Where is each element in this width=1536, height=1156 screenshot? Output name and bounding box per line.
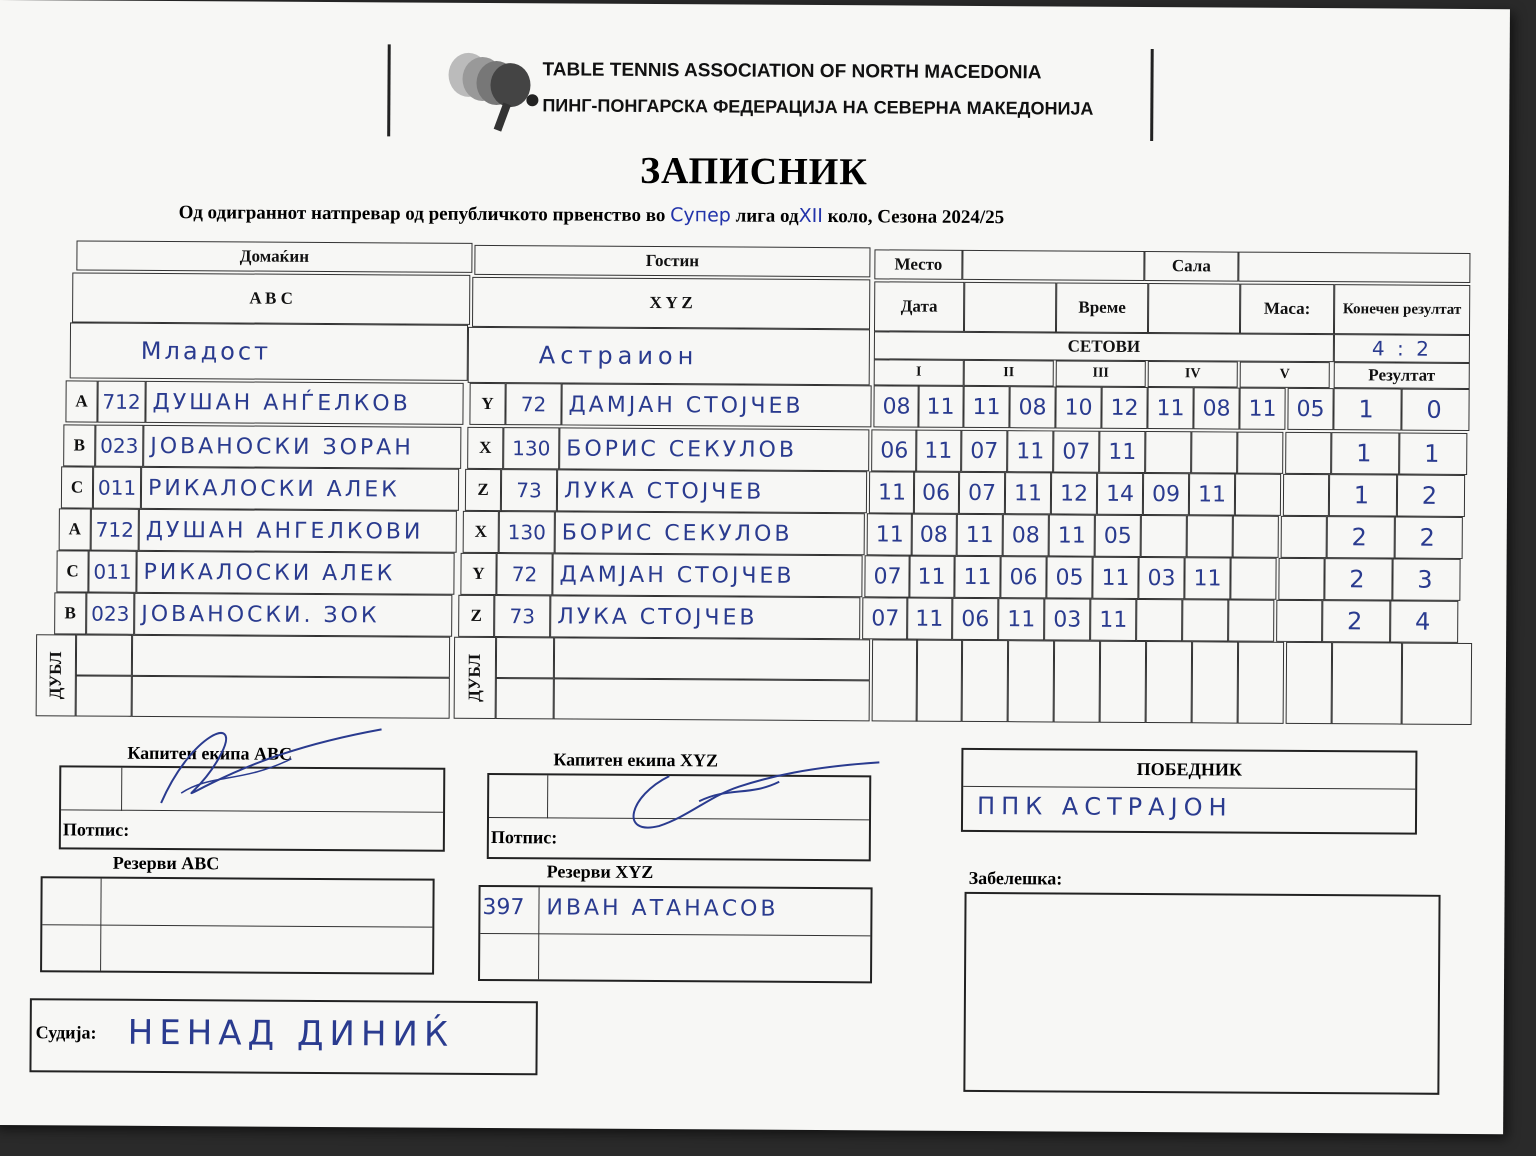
set-score-cell: 06: [1000, 556, 1046, 598]
note-box: [963, 892, 1440, 1095]
set-score-cell: 11: [1099, 431, 1145, 473]
doubles-home-num-2: [76, 675, 132, 716]
set-number-5: V: [1240, 362, 1330, 389]
winner-value: ППК АСТРАЈОН: [977, 791, 1233, 822]
doubles-home-label: [36, 634, 77, 716]
set-score-cell: 07: [961, 430, 1007, 472]
set-score-cell: [1285, 432, 1331, 474]
home-label: Домаќин: [76, 240, 472, 272]
table-label: Маса:: [1240, 284, 1334, 335]
guest-player-name: ДАМЈАН СТОЈЧЕВ: [561, 383, 871, 427]
guest-player-number: 130: [503, 427, 559, 469]
reserves-home-label: Резерви ABC: [112, 852, 220, 874]
doubles-guest-name-2: [554, 678, 870, 721]
doubles-set-cell: [1008, 640, 1055, 722]
competition-text-c: коло, Сезона 2024/25: [827, 206, 1005, 229]
hall-value: [1238, 252, 1470, 283]
guest-slot-letter: X: [467, 427, 503, 469]
set-score-cell: 11: [1184, 557, 1230, 599]
set-score-cell: 05: [1095, 515, 1141, 557]
time-value: [1148, 283, 1240, 334]
doubles-home-num-1: [76, 634, 132, 675]
guest-slot-letter: Y: [469, 383, 505, 425]
result-home: 2: [1322, 600, 1390, 642]
result-guest: 4: [1390, 601, 1458, 643]
guest-player-number: 73: [501, 469, 557, 511]
set-score-cell: 11: [1090, 599, 1136, 641]
home-player-number: 011: [88, 551, 136, 593]
set-score-cell: 08: [873, 385, 919, 427]
org-name-en: TABLE TENNIS ASSOCIATION OF NORTH MACEDONIA: [542, 59, 1042, 84]
home-slot-letter: C: [56, 550, 88, 592]
result-guest: 0: [1401, 389, 1469, 431]
guest-player-name: ЛУКА СТОЈЧЕВ: [557, 469, 867, 513]
captain-home-sign-label: Потпис:: [62, 819, 130, 840]
place-value: [962, 250, 1144, 281]
captain-guest-label: Капитен екипа XYZ: [553, 749, 719, 771]
competition-text-b: лига од: [735, 205, 799, 227]
association-header: [387, 44, 1154, 141]
home-player-name: РИКАЛОСКИ АЛЕК: [141, 467, 459, 511]
captain-home-number-cell: [61, 767, 122, 810]
result-label: Резултат: [1334, 362, 1470, 389]
set-score-cell: 11: [1005, 472, 1051, 514]
result-home: 1: [1333, 388, 1401, 430]
note-label: Забелешка:: [968, 867, 1063, 889]
home-team-name: Младост: [70, 322, 468, 380]
place-label: Место: [874, 249, 962, 280]
home-player-number: 011: [93, 467, 141, 509]
winner-label: ПОБЕДНИК: [963, 750, 1415, 790]
doubles-guest-name-1: [554, 637, 870, 680]
guest-player-number: 130: [499, 511, 555, 553]
captain-home-box: [59, 765, 446, 851]
competition-text-a: Од одиграннот натпревар од републичкото првенство во: [178, 202, 666, 227]
reserves-home-box: [40, 876, 435, 974]
set-score-cell: 06: [871, 429, 917, 471]
set-score-cell: 08: [911, 514, 957, 556]
time-label: Време: [1056, 282, 1148, 333]
date-label: Дата: [874, 281, 964, 332]
doubles-set-cell: [1100, 641, 1147, 723]
set-number-4: IV: [1148, 361, 1238, 388]
set-score-cell: 07: [959, 472, 1005, 514]
set-score-cell: 11: [917, 386, 963, 428]
result-guest: 3: [1392, 559, 1460, 601]
set-score-cell: 11: [1147, 387, 1193, 429]
home-player-number: 023: [86, 593, 134, 635]
reserves-guest-label: Резерви XYZ: [546, 861, 654, 883]
set-number-1: I: [874, 359, 964, 386]
captain-guest-number-cell: [489, 775, 548, 818]
guest-player-name: БОРИС СЕКУЛОВ: [555, 511, 865, 555]
hall-label: Сала: [1144, 251, 1238, 282]
set-score-cell: 14: [1097, 473, 1143, 515]
set-score-cell: [1235, 474, 1281, 516]
guest-slot-letter: Z: [465, 469, 501, 511]
sets-label: СЕТОВИ: [874, 331, 1334, 362]
set-score-cell: 08: [1003, 514, 1049, 556]
doubles-home-text: ДУБЛ: [45, 651, 66, 700]
set-score-cell: 07: [1053, 430, 1099, 472]
set-score-cell: [1237, 432, 1283, 474]
set-score-cell: 08: [1009, 386, 1055, 428]
set-score-cell: 03: [1044, 598, 1090, 640]
set-score-cell: 07: [864, 555, 910, 597]
guest-slot-letter: Z: [458, 595, 494, 637]
home-slot-letter: B: [63, 424, 95, 466]
set-score-cell: 05: [1046, 556, 1092, 598]
set-score-cell: [1182, 599, 1228, 641]
guest-team-name: Астраион: [468, 327, 870, 385]
guest-slot-letter: Y: [460, 553, 496, 595]
set-score-cell: 05: [1287, 388, 1333, 430]
home-code: A B C: [72, 272, 470, 324]
set-score-cell: 11: [1007, 430, 1053, 472]
home-slot-letter: B: [54, 592, 86, 634]
doubles-set-cell: [872, 639, 919, 721]
doubles-set-cell: [1146, 641, 1193, 723]
guest-player-name: ЛУКА СТОЈЧЕВ: [550, 595, 860, 639]
doubles-result-home: [1332, 642, 1402, 724]
guest-player-name: ДАМЈАН СТОЈЧЕВ: [552, 553, 862, 597]
referee-box: [29, 998, 537, 1075]
doubles-set-cell: [1054, 640, 1101, 722]
home-player-name: ДУШАН АНГЕЛКОВИ: [139, 509, 457, 553]
set-score-cell: 03: [1138, 557, 1184, 599]
set-score-cell: 11: [998, 598, 1044, 640]
set-score-cell: 11: [867, 513, 913, 555]
result-home: 1: [1329, 474, 1397, 516]
set-score-cell: 11: [906, 598, 952, 640]
guest-label: Гостин: [474, 245, 870, 277]
home-player-number: 712: [97, 381, 145, 423]
referee-label: Судија:: [35, 1022, 97, 1043]
guest-code: X Y Z: [472, 277, 870, 329]
set-score-cell: 11: [963, 386, 1009, 428]
doubles-set-cell: [1238, 642, 1285, 724]
set-score-cell: 11: [915, 430, 961, 472]
round-number: XII: [798, 204, 823, 228]
set-score-cell: [1136, 599, 1182, 641]
set-score-cell: [1187, 515, 1233, 557]
set-score-cell: [1230, 558, 1276, 600]
captain-guest-box: [487, 773, 872, 861]
set-score-cell: [1278, 558, 1324, 600]
guest-player-number: 72: [496, 553, 552, 595]
home-player-name: РИКАЛОСКИ АЛЕК: [136, 551, 454, 595]
guest-player-number: 73: [494, 595, 550, 637]
set-score-cell: 06: [952, 598, 998, 640]
set-score-cell: [1283, 474, 1329, 516]
captain-guest-signature: [609, 756, 890, 848]
result-home: 2: [1324, 558, 1392, 600]
guest-player-name: БОРИС СЕКУЛОВ: [559, 427, 869, 471]
captain-guest-sign-label: Потпис:: [490, 827, 558, 848]
captain-home-signature: [151, 713, 412, 825]
set-score-cell: [1145, 431, 1191, 473]
captain-home-label: Капитен екипа ABC: [127, 742, 293, 764]
set-score-cell: [1228, 600, 1274, 642]
doubles-guest-num-1: [496, 637, 554, 678]
final-result-label: Конечен резултат: [1334, 284, 1470, 335]
set-score-cell: 12: [1051, 472, 1097, 514]
reserves-guest-box: [478, 885, 873, 983]
page-title: ЗАПИСНИК: [639, 149, 868, 194]
guest-slot-letter: X: [463, 511, 499, 553]
set-score-cell: 11: [1239, 388, 1285, 430]
doubles-home-name-1: [132, 635, 450, 678]
result-guest: 1: [1399, 433, 1467, 475]
league-name: Супер: [670, 204, 731, 227]
doubles-guest-label: [454, 637, 497, 719]
home-slot-letter: A: [65, 380, 97, 422]
set-score-cell: 11: [869, 471, 915, 513]
set-score-cell: [1191, 431, 1237, 473]
referee-value: НЕНАД ДИНИЌ: [127, 1012, 455, 1055]
set-score-cell: 11: [1049, 514, 1095, 556]
doubles-set-cell: [1192, 641, 1239, 723]
home-player-name: ЈОВАНОСКИ. ЗОК: [134, 593, 452, 637]
set-score-cell: 11: [954, 556, 1000, 598]
doubles-guest-num-2: [496, 678, 554, 719]
set-number-3: III: [1056, 360, 1146, 387]
home-player-number: 023: [95, 425, 143, 467]
set-number-2: II: [964, 360, 1054, 387]
home-player-name: ДУШАН АНЃЕЛКОВ: [145, 381, 463, 425]
org-name-mk: ПИНГ-ПОНГАРСКА ФЕДЕРАЦИЈА НА СЕВЕРНА МАКЕДОНИЈА: [542, 95, 1094, 119]
result-home: 1: [1331, 432, 1399, 474]
doubles-set-cell: [962, 640, 1009, 722]
set-score-cell: 07: [862, 597, 908, 639]
reserve-guest-name: ИВАН АТАНАСОВ: [546, 895, 779, 922]
date-value: [964, 282, 1056, 333]
final-result-value: 4 : 2: [1334, 334, 1470, 363]
set-score-cell: 11: [1189, 473, 1235, 515]
doubles-result-guest: [1402, 643, 1472, 725]
home-slot-letter: A: [59, 508, 91, 550]
set-score-cell: [1141, 515, 1187, 557]
result-home: 2: [1327, 516, 1395, 558]
competition-line: [179, 201, 1005, 229]
winner-box: [961, 748, 1418, 835]
doubles-set-cell: [916, 640, 963, 722]
set-score-cell: 10: [1055, 386, 1101, 428]
set-score-cell: 11: [908, 556, 954, 598]
set-score-cell: 06: [913, 472, 959, 514]
home-player-name: ЈОВАНОСКИ ЗОРАН: [143, 425, 461, 469]
reserve-guest-number: 397: [482, 894, 525, 921]
doubles-set-cell: [1286, 642, 1333, 724]
guest-player-number: 72: [505, 383, 561, 425]
set-score-cell: [1276, 600, 1322, 642]
set-score-cell: [1233, 516, 1279, 558]
result-guest: 2: [1395, 517, 1463, 559]
home-player-number: 712: [91, 509, 139, 551]
set-score-cell: 12: [1101, 387, 1147, 429]
home-slot-letter: C: [61, 466, 93, 508]
set-score-cell: 08: [1193, 387, 1239, 429]
set-score-cell: 09: [1143, 473, 1189, 515]
table-tennis-logo: [440, 45, 541, 136]
set-score-cell: 11: [1092, 557, 1138, 599]
set-score-cell: 11: [957, 514, 1003, 556]
doubles-guest-text: ДУБЛ: [464, 653, 485, 702]
result-guest: 2: [1397, 475, 1465, 517]
set-score-cell: [1281, 516, 1327, 558]
